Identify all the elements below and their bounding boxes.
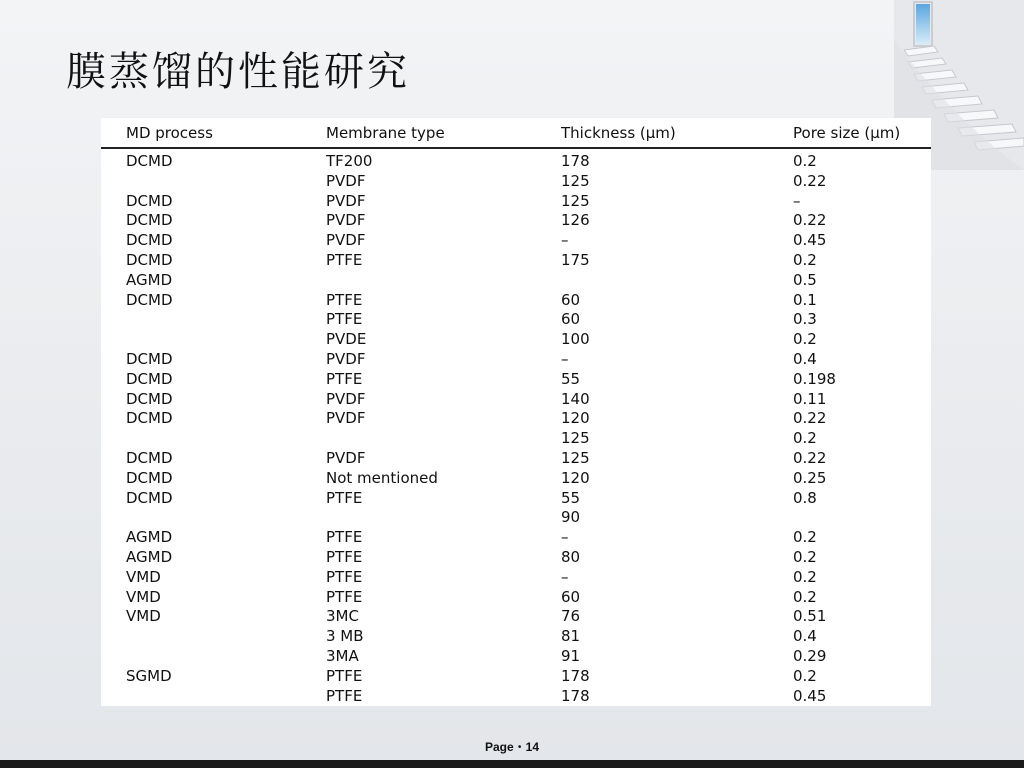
cell-membrane-type: PVDF [326,211,366,230]
cell-md-process [101,647,326,667]
table-row [101,172,931,192]
table-row [101,350,931,370]
cell-md-process [101,310,326,330]
cell-thickness: 60 [561,310,581,329]
cell-thickness: 90 [561,508,581,527]
cell-membrane-type: PVDF [326,409,366,428]
cell-md-process: AGMD [126,270,173,289]
header-thickness: Thickness (μm) [561,118,793,148]
cell-membrane-type: 3MA [326,646,359,665]
cell-thickness: 60 [561,587,581,606]
cell-membrane-type: PVDF [326,389,366,408]
cell-thickness: 100 [561,330,590,349]
cell-membrane-type: PTFE [326,528,363,547]
cell-md-process: VMD [126,587,161,606]
cell-membrane-type: PVDF [326,349,366,368]
cell-md-process [101,429,326,449]
cell-pore-size: 0.11 [793,389,827,408]
table-row [101,148,931,172]
cell-membrane-type: PVDF [326,191,366,210]
cell-thickness: 120 [561,468,590,487]
cell-thickness: 125 [561,191,590,210]
cell-thickness [561,271,793,291]
cell-pore-size: 0.3 [793,310,817,329]
table-row [101,548,931,568]
table-row [101,627,931,647]
table-row [101,390,931,410]
cell-membrane-type: PTFE [326,686,363,705]
cell-md-process: VMD [126,567,161,586]
cell-md-process: DCMD [126,191,173,210]
cell-pore-size: 0.2 [793,528,817,547]
cell-thickness: – [561,349,569,368]
table-row [101,211,931,231]
cell-thickness: 125 [561,448,590,467]
table-row [101,370,931,390]
table-row [101,409,931,429]
table-row [101,469,931,489]
cell-thickness: 120 [561,409,590,428]
table-row [101,231,931,251]
cell-md-process: DCMD [126,389,173,408]
cell-thickness: 55 [561,488,581,507]
header-pore-size: Pore size (μm) [793,118,931,148]
cell-pore-size: 0.2 [793,250,817,269]
cell-md-process: DCMD [126,468,173,487]
cell-md-process: DCMD [126,290,173,309]
cell-thickness: 178 [561,152,590,170]
header-membrane-type: Membrane type [326,118,561,148]
cell-md-process: DCMD [126,250,173,269]
cell-membrane-type [326,429,561,449]
cell-md-process: DCMD [126,152,173,170]
cell-md-process: AGMD [126,528,173,547]
cell-thickness: 126 [561,211,590,230]
cell-md-process: DCMD [126,231,173,250]
cell-membrane-type: PVDF [326,171,366,190]
cell-thickness: – [561,567,569,586]
cell-thickness: 81 [561,627,581,646]
table-row [101,310,931,330]
cell-pore-size: 0.22 [793,211,827,230]
cell-md-process: VMD [126,607,161,626]
cell-thickness: – [561,528,569,547]
bottom-bar [0,760,1024,768]
cell-thickness: 140 [561,389,590,408]
cell-membrane-type: 3 MB [326,627,364,646]
cell-membrane-type: PVDF [326,231,366,250]
cell-membrane-type: PTFE [326,290,363,309]
cell-pore-size: 0.2 [793,547,817,566]
table-row [101,192,931,212]
table-row [101,687,931,707]
cell-pore-size: 0.2 [793,567,817,586]
cell-thickness: 125 [561,429,590,448]
cell-pore-size: 0.45 [793,686,827,705]
cell-pore-size: 0.2 [793,330,817,349]
cell-membrane-type: PVDF [326,448,366,467]
cell-membrane-type: TF200 [326,152,373,170]
cell-pore-size: 0.51 [793,607,827,626]
cell-md-process: DCMD [126,409,173,428]
cell-pore-size: 0.4 [793,627,817,646]
table-row [101,291,931,311]
cell-md-process [101,508,326,528]
cell-membrane-type: PVDE [326,330,367,349]
cell-thickness: 80 [561,547,581,566]
cell-thickness: – [561,231,569,250]
table-row [101,528,931,548]
cell-membrane-type: PTFE [326,587,363,606]
cell-membrane-type: Not mentioned [326,468,438,487]
table-row [101,429,931,449]
cell-thickness: 175 [561,250,590,269]
cell-pore-size: 0.29 [793,646,827,665]
cell-pore-size: 0.22 [793,448,827,467]
cell-md-process: DCMD [126,488,173,507]
cell-membrane-type: PTFE [326,369,363,388]
cell-md-process [101,330,326,350]
table-body [101,148,931,706]
cell-membrane-type: PTFE [326,567,363,586]
cell-pore-size: 0.45 [793,231,827,250]
cell-pore-size: – [793,191,801,210]
cell-membrane-type [326,271,561,291]
cell-pore-size: 0.22 [793,409,827,428]
cell-thickness: 76 [561,607,581,626]
cell-md-process [101,172,326,192]
table-row [101,271,931,291]
cell-pore-size: 0.1 [793,290,817,309]
table-row [101,667,931,687]
cell-pore-size: 0.5 [793,270,817,289]
table-row [101,330,931,350]
table-header-row [101,118,931,148]
table-row [101,607,931,627]
cell-pore-size: 0.2 [793,587,817,606]
cell-md-process: SGMD [126,666,172,685]
cell-pore-size: 0.2 [793,666,817,685]
cell-membrane-type: 3MC [326,607,359,626]
cell-pore-size [793,508,931,528]
cell-md-process [101,687,326,707]
header-md-process: MD process [101,118,326,148]
cell-membrane-type [326,508,561,528]
table-row [101,647,931,667]
membrane-performance-table [101,118,931,706]
cell-pore-size: 0.2 [793,429,817,448]
cell-membrane-type: PTFE [326,310,363,329]
cell-membrane-type: PTFE [326,666,363,685]
cell-thickness: 125 [561,171,590,190]
membrane-table-card [101,118,931,706]
cell-md-process: DCMD [126,448,173,467]
slide-title: 膜蒸馏的性能研究 [66,49,410,95]
cell-membrane-type: PTFE [326,547,363,566]
cell-thickness: 60 [561,290,581,309]
table-row [101,508,931,528]
cell-thickness: 55 [561,369,581,388]
cell-md-process: AGMD [126,547,173,566]
table-row [101,568,931,588]
cell-membrane-type: PTFE [326,488,363,507]
cell-pore-size: 0.8 [793,488,817,507]
cell-md-process: DCMD [126,349,173,368]
cell-md-process: DCMD [126,369,173,388]
table-row [101,489,931,509]
table-row [101,588,931,608]
cell-pore-size: 0.2 [793,152,817,170]
cell-thickness: 178 [561,666,590,685]
cell-membrane-type: PTFE [326,250,363,269]
table-row [101,449,931,469]
page-number: Page・14 [484,740,540,754]
cell-md-process: DCMD [126,211,173,230]
cell-pore-size: 0.4 [793,349,817,368]
cell-pore-size: 0.198 [793,369,836,388]
table-row [101,251,931,271]
cell-thickness: 91 [561,646,581,665]
cell-pore-size: 0.22 [793,171,827,190]
cell-md-process [101,627,326,647]
cell-thickness: 178 [561,686,590,705]
cell-pore-size: 0.25 [793,468,827,487]
